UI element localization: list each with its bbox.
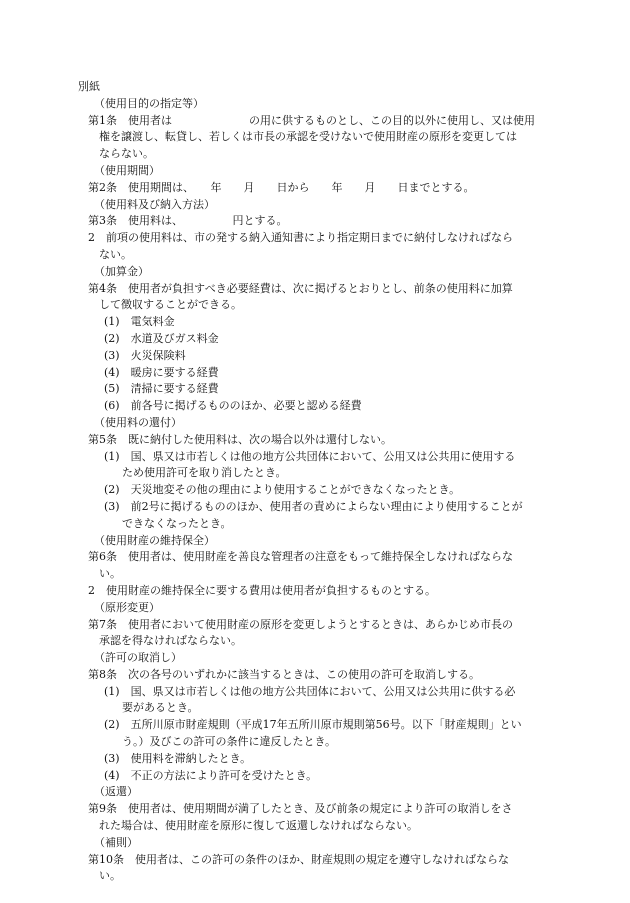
- list-item: (1) 国、県又は市若しくは他の地方公共団体において、公用又は公共用に使用する: [104, 449, 516, 463]
- article-continuation: 承認を得なければならない。: [99, 634, 242, 648]
- article-line: 2 前項の使用料は、市の発する納入通知書により指定期日までに納付しなければなら: [88, 231, 513, 245]
- list-item-continuation: 要があるとき。: [122, 701, 199, 715]
- list-item-continuation: できなくなったとき。: [122, 516, 232, 530]
- list-item-continuation: う。）及びこの許可の条件に違反したとき。: [122, 735, 337, 749]
- section-heading: （許可の取消し）: [94, 651, 182, 665]
- article-continuation: い。: [99, 869, 121, 883]
- list-item: (2) 五所川原市財産規則（平成17年五所川原市規則第56号。以下「財産規則」とい: [104, 718, 522, 732]
- list-item: (3) 前2号に掲げるもののほか、使用者の責めによらない理由により使用することが: [104, 499, 523, 513]
- section-heading: （使用財産の維持保全）: [94, 533, 215, 547]
- section-heading: （返還）: [94, 785, 138, 799]
- article-continuation: して徴収することができる。: [99, 298, 242, 312]
- article-line: 第5条 既に納付した使用料は、次の場合以外は還付しない。: [88, 432, 392, 446]
- section-heading: （原形変更）: [94, 600, 160, 614]
- list-item: (1) 電気料金: [104, 315, 175, 329]
- article-line: 第7条 使用者において使用財産の原形を変更しようとするときは、あらかじめ市長の: [88, 617, 513, 631]
- list-item: (1) 国、県又は市若しくは他の地方公共団体において、公用又は公共用に供する必: [104, 684, 516, 698]
- list-item: (4) 不正の方法により許可を受けたとき。: [104, 768, 318, 782]
- article-line: 第3条 使用料は、 円とする。: [88, 214, 288, 228]
- article-continuation: ない。: [99, 247, 132, 261]
- section-heading: （使用料の還付）: [94, 415, 182, 429]
- article-line: 第4条 使用者が負担すべき必要経費は、次に掲げるとおりとし、前条の使用料に加算: [88, 281, 513, 295]
- article-line: 第1条 使用者は の用に供するものとし、この目的以外に使用し、又は使用: [88, 113, 535, 127]
- article-line: 第8条 次の各号のいずれかに該当するときは、この使用の許可を取消しする。: [88, 667, 480, 681]
- article-continuation: い。: [99, 567, 121, 581]
- list-item: (6) 前各号に掲げるもののほか、必要と認める経費: [104, 399, 362, 413]
- list-item: (4) 暖房に要する経費: [104, 365, 219, 379]
- document-lines: [78, 96, 556, 885]
- article-continuation: れた場合は、使用財産を原形に復して返還しなければならない。: [99, 819, 418, 833]
- article-line: 第10条 使用者は、この許可の条件のほか、財産規則の規定を遵守しなければならな: [88, 852, 509, 866]
- article-line: 2 使用財産の維持保全に要する費用は使用者が負担するものとする。: [88, 583, 436, 597]
- section-heading: （使用料及び納入方法）: [94, 197, 215, 211]
- article-continuation: ならない。: [99, 147, 154, 161]
- section-heading: （使用期間）: [94, 163, 160, 177]
- list-item: (2) 水道及びガス料金: [104, 331, 219, 345]
- article-continuation: 権を譲渡し、転貸し、若しくは市長の承認を受けないで使用財産の原形を変更しては: [99, 130, 517, 144]
- section-heading: （補則）: [94, 835, 138, 849]
- list-item: (3) 使用料を滞納したとき。: [104, 751, 252, 765]
- list-item: (2) 天災地変その他の理由により使用することができなくなったとき。: [104, 483, 461, 497]
- section-heading: （加算金）: [94, 264, 149, 278]
- section-heading: （使用目的の指定等）: [94, 96, 204, 110]
- article-line: 第2条 使用期間は、 年 月 日から 年 月 日までとする。: [88, 180, 475, 194]
- document-body: [78, 79, 556, 885]
- article-line: 第6条 使用者は、使用財産を善良な管理者の注意をもって維持保全しなければならな: [88, 550, 513, 564]
- list-item: (3) 火災保険料: [104, 348, 186, 362]
- article-line: 第9条 使用者は、使用期間が満了したとき、及び前条の規定により許可の取消しをさ: [88, 802, 513, 816]
- list-item-continuation: ため使用許可を取り消したとき。: [122, 466, 287, 480]
- list-item: (5) 清掃に要する経費: [104, 382, 219, 396]
- appendix-title: 別紙: [78, 80, 100, 93]
